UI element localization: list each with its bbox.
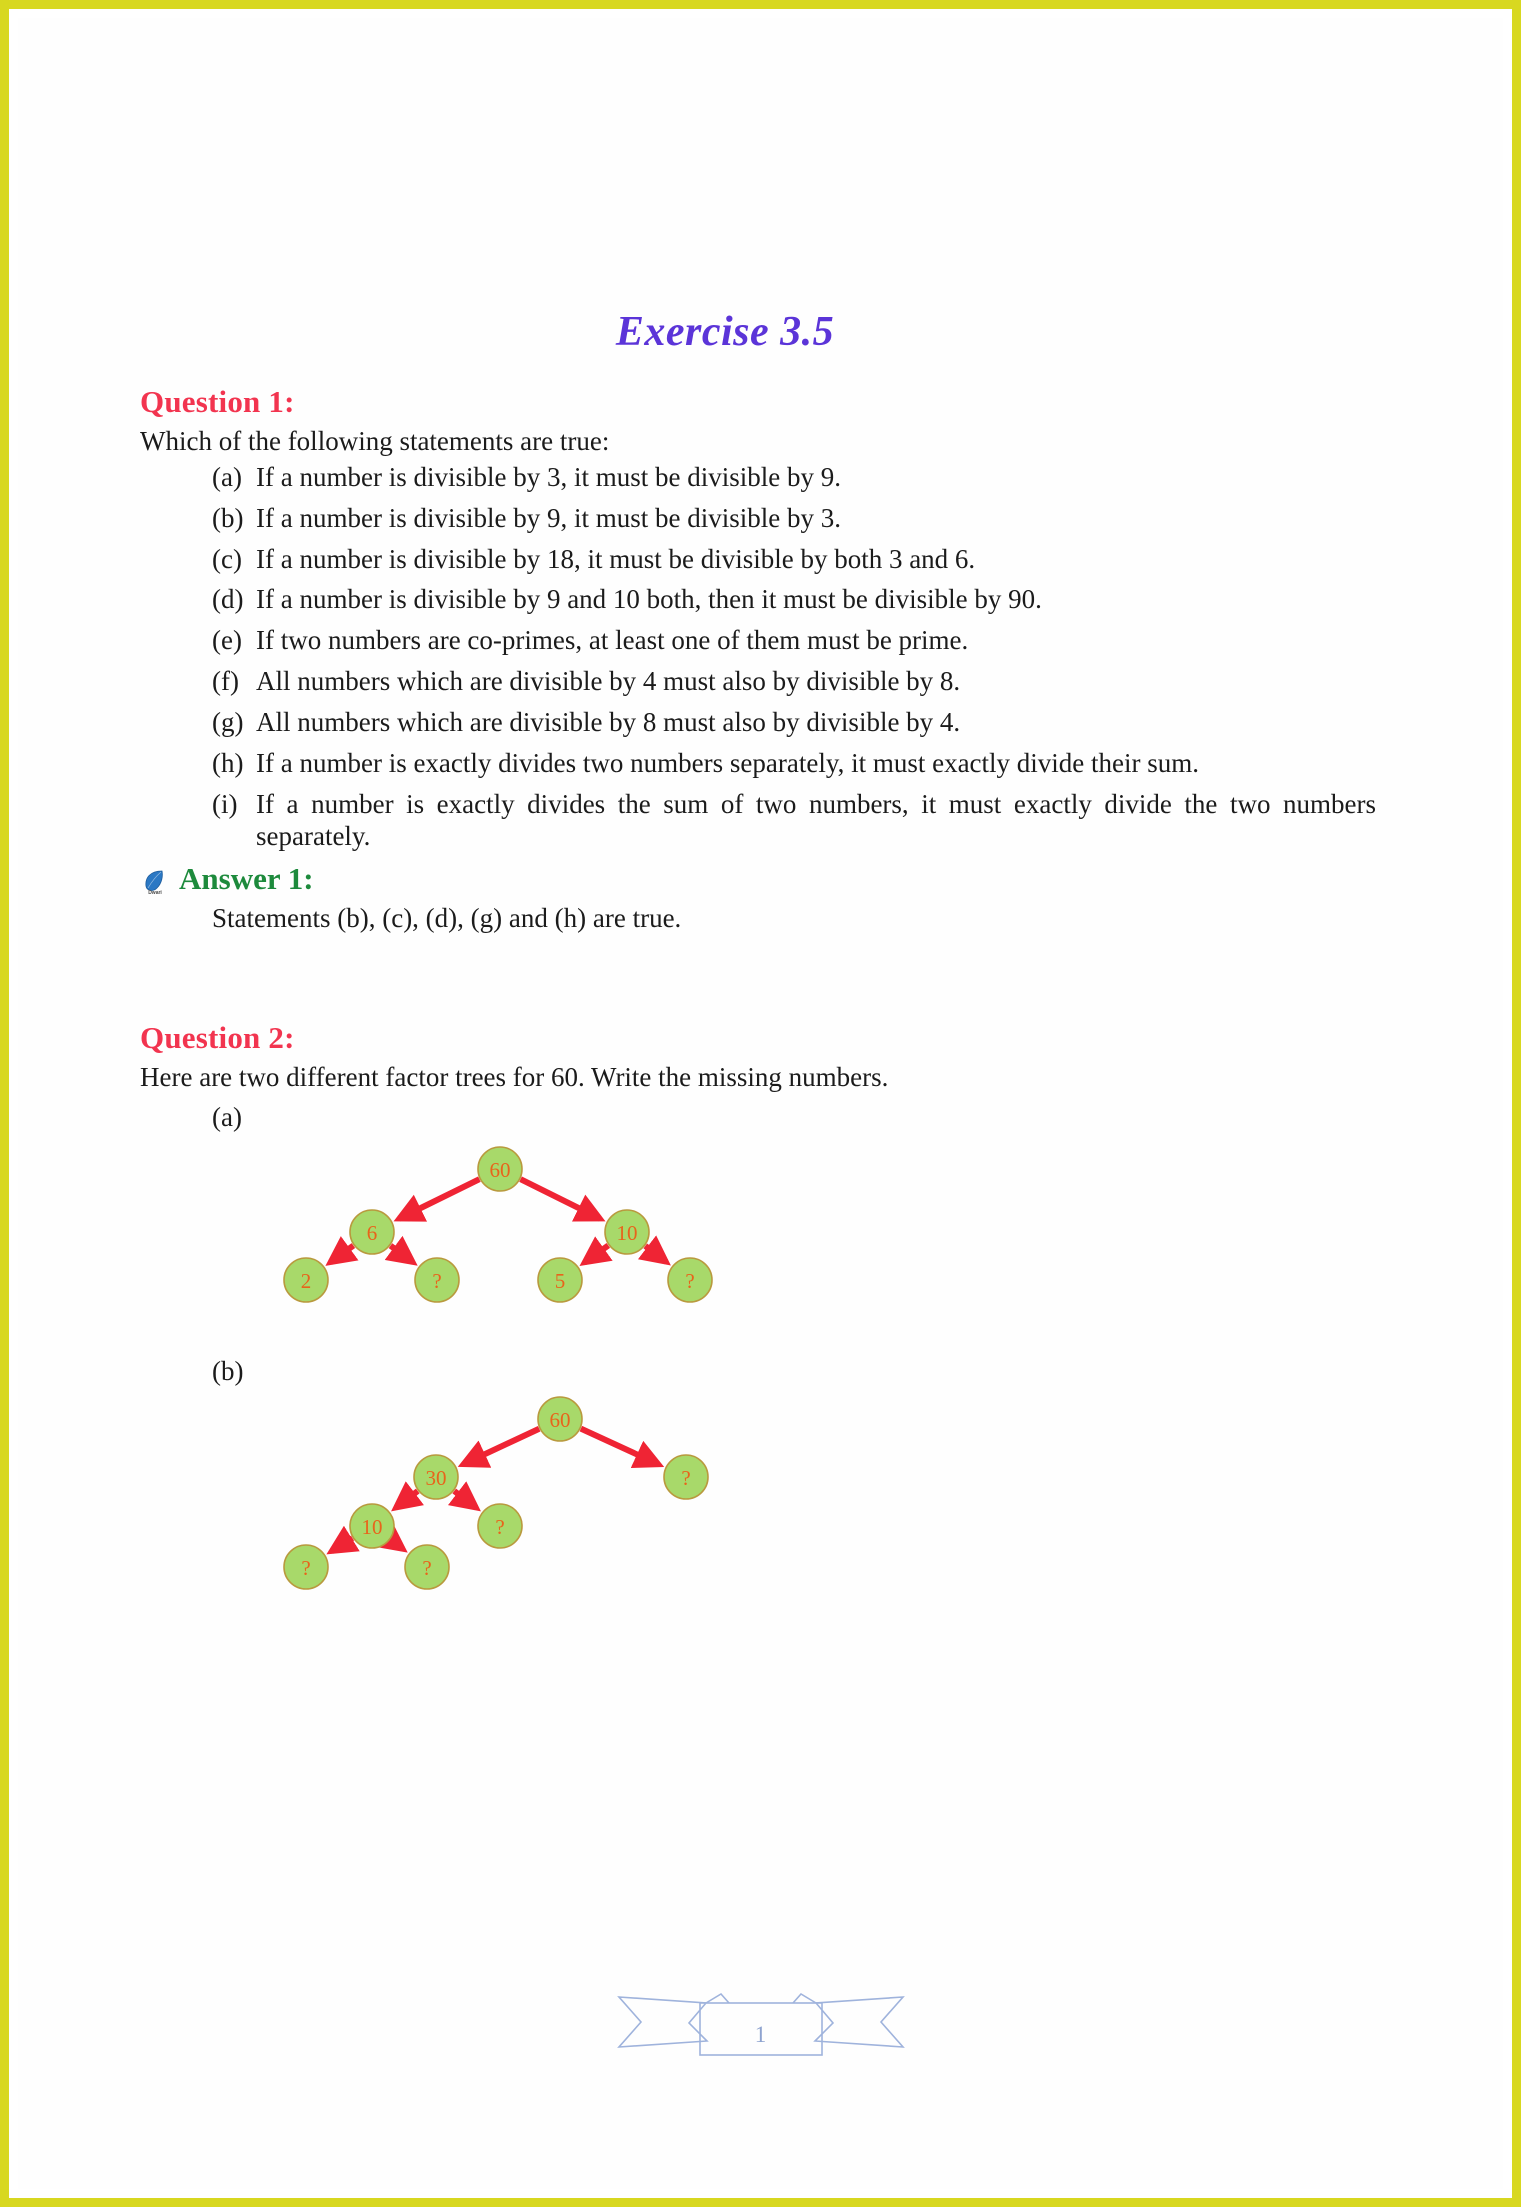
statement-text: If a number is exactly divides the sum of two numbers, it must exactly divide the two numbers separately. <box>256 788 1376 851</box>
factor-tree-b-graphic <box>140 1387 900 1602</box>
factor-tree-a-label: (a) <box>212 1102 242 1133</box>
list-item <box>140 462 1430 494</box>
node-label: 10 <box>361 1515 383 1540</box>
page-title: Exercise 3.5 <box>615 309 835 355</box>
page-footer <box>18 1973 1503 2068</box>
statement-text: If two numbers are co-primes, at least one of them must be prime. <box>256 625 969 656</box>
question-2-prompt: Here are two different factor trees for 60. Write the missing numbers. <box>140 1062 889 1093</box>
factor-tree-b-label: (b) <box>212 1356 244 1387</box>
factor-tree-edge <box>399 1179 479 1219</box>
node-label: 6 <box>366 1221 378 1246</box>
factor-tree-node <box>415 1258 459 1302</box>
list-item <box>140 584 1430 616</box>
factor-tree-node <box>668 1258 712 1302</box>
statement-marker: (i) <box>212 788 238 819</box>
factor-tree-node <box>284 1258 328 1302</box>
leaf-logo-icon <box>140 866 170 896</box>
factor-tree-edge <box>645 1246 666 1262</box>
factor-tree-edge <box>331 1538 352 1551</box>
answer-1-text: Statements (b), (c), (d), (g) and (h) are true. <box>212 903 682 934</box>
statement-marker: (a) <box>212 461 242 492</box>
factor-tree-node <box>350 1210 394 1254</box>
factor-tree-node <box>538 1397 582 1441</box>
node-label: ? <box>681 1466 691 1491</box>
page-number: 1 <box>754 2022 767 2047</box>
factor-tree-a-graphic <box>140 1133 900 1318</box>
factor-tree-edge <box>390 1540 403 1549</box>
node-label: ? <box>495 1515 505 1540</box>
question-1-heading: Question 1: <box>140 384 295 419</box>
factor-tree-node <box>538 1258 582 1302</box>
question-2-heading: Question 2: <box>140 1020 295 1056</box>
tree-spacer <box>140 1318 1430 1348</box>
svg-text:Dwari: Dwari <box>148 890 162 897</box>
factor-tree-edge <box>454 1491 476 1508</box>
question-1-statement-list <box>140 462 1430 853</box>
list-item <box>140 707 1430 739</box>
section-spacer <box>140 934 1430 1020</box>
statement-text: If a number is divisible by 18, it must be divisible by both 3 and 6. <box>256 543 976 574</box>
factor-tree-a <box>140 1133 1430 1318</box>
statement-text: If a number is divisible by 9, it must be divisible by 3. <box>256 502 841 533</box>
node-label: ? <box>685 1269 695 1294</box>
node-label: 60 <box>489 1158 511 1183</box>
factor-tree-b <box>140 1387 1430 1602</box>
node-label: ? <box>301 1556 311 1581</box>
statement-text: All numbers which are divisible by 8 must also by divisible by 4. <box>256 707 961 738</box>
factor-tree-edge <box>391 1246 413 1263</box>
statement-marker: (h) <box>212 747 244 778</box>
ribbon-banner-icon <box>611 1973 911 2068</box>
node-label: ? <box>422 1556 432 1581</box>
answer-1-heading <box>140 861 1430 897</box>
factor-tree-node <box>405 1545 449 1589</box>
list-item <box>140 789 1430 853</box>
answer-1-heading-label: Answer 1: <box>179 861 314 897</box>
statement-text: All numbers which are divisible by 4 must also by divisible by 8. <box>256 666 961 697</box>
factor-tree-node <box>478 1147 522 1191</box>
question-1-prompt: Which of the following statements are true: <box>140 426 610 456</box>
statement-marker: (d) <box>212 584 244 615</box>
document-content <box>140 308 1430 1602</box>
statement-text: If a number is divisible by 3, it must be divisible by 9. <box>256 461 841 492</box>
factor-tree-edge <box>584 1246 608 1263</box>
statement-text: If a number is divisible by 9 and 10 both, then it must be divisible by 90. <box>256 584 1042 615</box>
list-item <box>140 544 1430 576</box>
node-label: 60 <box>549 1408 571 1433</box>
factor-tree-node <box>284 1545 328 1589</box>
statement-marker: (g) <box>212 707 244 738</box>
factor-tree-edge <box>581 1429 659 1465</box>
factor-tree-node <box>414 1455 458 1499</box>
node-label: 30 <box>425 1466 447 1491</box>
statement-marker: (e) <box>212 625 242 656</box>
node-label: 10 <box>616 1221 638 1246</box>
factor-tree-edge <box>521 1180 601 1219</box>
page-canvas <box>18 18 1503 2189</box>
statement-marker: (c) <box>212 543 242 574</box>
node-label: 5 <box>554 1269 566 1294</box>
factor-tree-node <box>605 1210 649 1254</box>
factor-tree-edge <box>330 1246 353 1263</box>
factor-tree-node <box>350 1504 394 1548</box>
factor-tree-edge <box>463 1429 539 1465</box>
node-label: ? <box>432 1269 442 1294</box>
statement-marker: (f) <box>212 666 239 697</box>
list-item <box>140 666 1430 698</box>
factor-tree-edge <box>396 1491 418 1508</box>
node-label: 2 <box>300 1269 312 1294</box>
statement-text: If a number is exactly divides two numbers separately, it must exactly divide their sum. <box>256 747 1200 778</box>
factor-tree-node <box>478 1504 522 1548</box>
list-item <box>140 748 1430 780</box>
statement-marker: (b) <box>212 502 244 533</box>
list-item <box>140 503 1430 535</box>
list-item <box>140 625 1430 657</box>
factor-tree-node <box>664 1455 708 1499</box>
